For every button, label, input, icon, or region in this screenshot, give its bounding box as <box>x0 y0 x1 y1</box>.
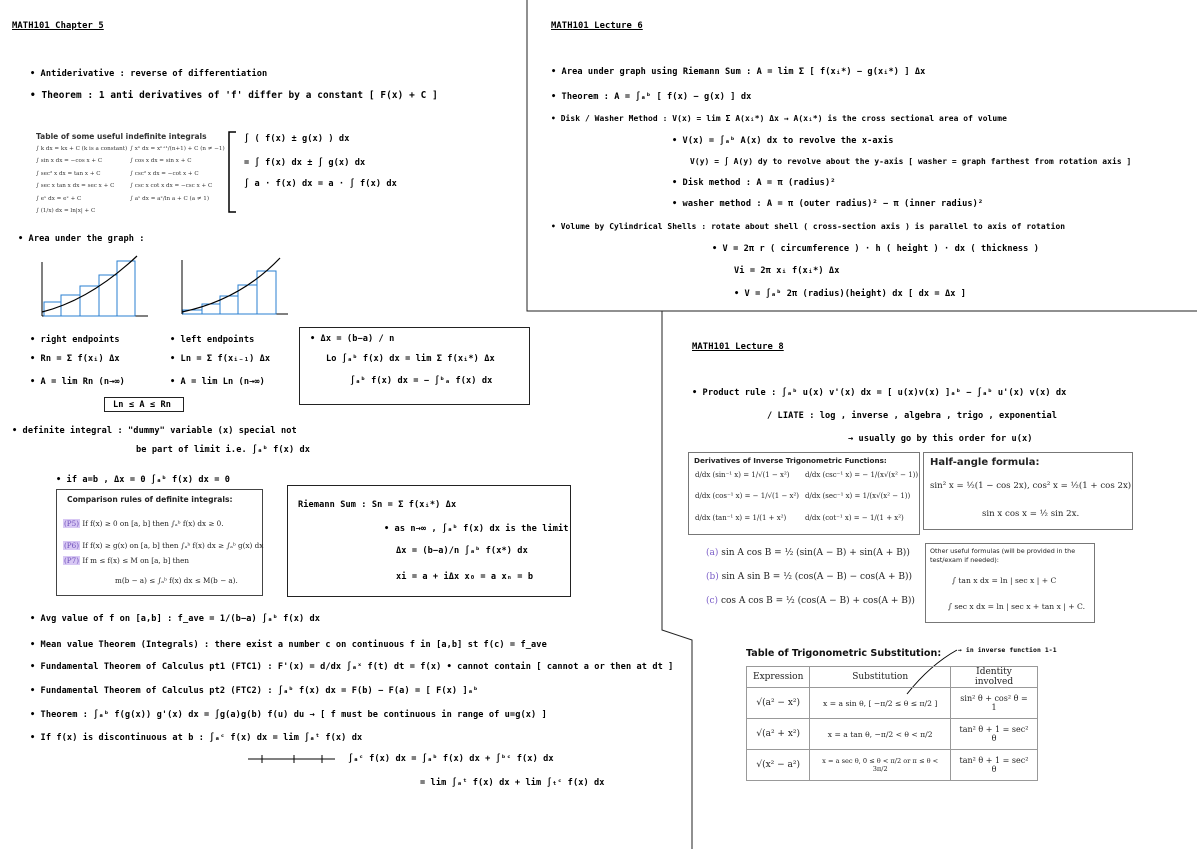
integrals-table-title: Table of some useful indefinite integrals <box>36 132 207 141</box>
shell-volume-vi: Vi = 2π xᵢ f(xᵢ*) Δx <box>734 266 840 276</box>
inverse-trig-row: d/dx (sin⁻¹ x) = 1/√(1 − x²) <box>695 471 790 479</box>
integral-row: ∫ k dx = kx + C (k is a constant) ∫ xⁿ dx = xⁿ⁺¹/(n+1) + C (n ≠ −1) <box>36 146 225 152</box>
trig-substitution-table <box>746 666 1038 781</box>
ln-a-rn-box: Ln ≤ A ≤ Rn <box>104 397 184 412</box>
antiderivative-note: • Antiderivative : reverse of differentiation <box>30 69 268 79</box>
riemann-sum-line-4: xi = a + iΔx x₀ = a xₙ = b <box>396 572 534 582</box>
lecture-8-title: MATH101 Lecture 8 <box>692 342 784 352</box>
linearity-line-3: ∫ a · f(x) dx = a · ∫ f(x) dx <box>244 179 397 189</box>
liate-rule: / LIATE : log , inverse , algebra , trigo , exponential <box>767 411 1058 421</box>
riemann-sum-line-2: • as n→∞ , ∫ₐᵇ f(x) dx is the limit <box>384 524 569 534</box>
integration-by-parts: • Product rule : ∫ₐᵇ u(x) v'(x) dx = [ u(x)v(x) ]ₐᵇ − ∫ₐᵇ u'(x) v(x) dx <box>692 388 1067 398</box>
table-row: √(a² − x²) x = a sin θ, [ −π/2 ≤ θ ≤ π/2 ] sin² θ + cos² θ = 1 <box>747 688 1038 719</box>
tan-integral: ∫ tan x dx = ln | sec x | + C <box>952 576 1057 585</box>
area-theorem: • Theorem : A = ∫ₐᵇ [ f(x) − g(x) ] dx <box>551 92 752 102</box>
integral-row: ∫ sec² x dx = tan x + C ∫ csc² x dx = −cot x + C <box>36 170 199 177</box>
ln-formula: • Ln = Σ f(xᵢ₋₁) Δx <box>170 354 271 364</box>
lecture-6-title: MATH101 Lecture 6 <box>551 21 643 31</box>
left-endpoints-label: • left endpoints <box>170 335 255 345</box>
discontinuous-split: ∫ₐᶜ f(x) dx = ∫ₐᵇ f(x) dx + ∫ᵇᶜ f(x) dx <box>348 754 554 764</box>
inverse-trig-row: d/dx (csc⁻¹ x) = − 1/(x√(x² − 1)) <box>805 471 919 479</box>
product-to-sum-b: (b) sin A sin B = ½ (cos(A − B) − cos(A + B)) <box>706 572 913 582</box>
sec-integral: ∫ sec x dx = ln | sec x + tan x | + C. <box>948 602 1085 611</box>
inverse-function-annotation: → in inverse function 1-1 <box>958 646 1057 654</box>
linearity-line-2: = ∫ f(x) dx ± ∫ g(x) dx <box>244 158 366 168</box>
theorem-1-note: • Theorem : 1 anti derivatives of 'f' differ by a constant [ F(x) + C ] <box>30 90 438 101</box>
cylindrical-shells: • Volume by Cylindrical Shells : rotate about shell ( cross-section axis ) is parallel to axis of rotation <box>551 222 1066 231</box>
table-header: Substitution <box>810 667 951 688</box>
discontinuous-limits: = lim ∫ₐᵗ f(x) dx + lim ∫ₜᶜ f(x) dx <box>420 778 605 788</box>
washer-method-area: • washer method : A = π (outer radius)² − π (inner radius)² <box>672 199 984 209</box>
a-limit-ln: • A = lim Ln (n→∞) <box>170 377 265 387</box>
average-value-note: • Avg value of f on [a,b] : f_ave = 1/(b−a) ∫ₐᵇ f(x) dx <box>30 614 321 624</box>
dx-definition: • Δx = (b−a) / n <box>310 334 395 344</box>
integral-row: ∫ (1/x) dx = ln|x| + C <box>36 208 96 215</box>
liate-order-note: → usually go by this order for u(x) <box>848 434 1033 444</box>
half-angle-title: Half-angle formula: <box>930 457 1040 468</box>
integral-row: ∫ sec x tan x dx = sec x + C ∫ csc x cot x dx = −csc x + C <box>36 183 213 190</box>
limit-definition: Lo ∫ₐᵇ f(x) dx = lim Σ f(xᵢ*) Δx <box>326 354 495 364</box>
riemann-sum-line-1: Riemann Sum : Sn = Σ f(xᵢ*) Δx <box>298 500 457 510</box>
chapter-title: MATH101 Chapter 5 <box>12 21 104 31</box>
half-angle-formula-2: sin x cos x = ½ sin 2x. <box>982 509 1080 519</box>
disk-washer-method: • Disk / Washer Method : V(x) = lim Σ A(xᵢ*) Δx → A(xᵢ*) is the cross sectional area of volume <box>551 114 1007 123</box>
definite-integral-note-2: be part of limit i.e. ∫ₐᵇ f(x) dx <box>136 445 311 455</box>
volume-x-axis: • V(x) = ∫ₐᵇ A(x) dx to revolve the x-axis <box>672 136 894 146</box>
reverse-limits: ∫ₐᵇ f(x) dx = − ∫ᵇₐ f(x) dx <box>350 376 493 386</box>
volume-y-axis: V(y) = ∫ A(y) dy to revolve about the y-axis [ washer = graph farthest from rotation axis ] <box>690 157 1132 166</box>
area-between-curves: • Area under graph using Riemann Sum : A = lim Σ [ f(xᵢ*) − g(xᵢ*) ] Δx <box>551 67 926 77</box>
integral-row: ∫ eˣ dx = eˣ + C ∫ aˣ dx = aˣ/ln a + C (a ≠ 1) <box>36 195 210 202</box>
a-limit-rn: • A = lim Rn (n→∞) <box>30 377 125 387</box>
rule-p7: (P7) If m ≤ f(x) ≤ M on [a, b] then <box>64 556 190 565</box>
half-angle-formula-1: sin² x = ½(1 − cos 2x), cos² x = ½(1 + cos 2x) <box>930 481 1132 491</box>
rn-formula: • Rn = Σ f(xᵢ) Δx <box>30 354 120 364</box>
shell-volume-formula: • V = 2π r ( circumference ) · h ( height ) · dx ( thickness ) <box>712 244 1039 254</box>
discontinuous-note: • If f(x) is discontinuous at b : ∫ₐᶜ f(x) dx = lim ∫ₐᵗ f(x) dx <box>30 733 363 743</box>
integral-row: ∫ sin x dx = −cos x + C ∫ cos x dx = sin x + C <box>36 158 192 165</box>
inverse-trig-row: d/dx (tan⁻¹ x) = 1/(1 + x²) <box>695 514 787 522</box>
table-header: Identity involved <box>950 667 1037 688</box>
a-equals-b-note: • if a=b , Δx = 0 ∫ₐᵇ f(x) dx = 0 <box>56 475 231 485</box>
product-to-sum-c: (c) cos A cos B = ½ (cos(A − B) + cos(A + B)) <box>706 596 915 606</box>
rule-p5: (P5) If f(x) ≥ 0 on [a, b] then ∫ₐᵇ f(x) dx ≥ 0. <box>64 519 224 528</box>
area-under-graph-note: • Area under the graph : <box>18 234 145 244</box>
table-row: √(x² − a²) x = a sec θ, 0 ≤ θ < π/2 or π ≤ θ < 3π/2 tan² θ + 1 = sec² θ <box>747 750 1038 781</box>
comparison-rules-title: Comparison rules of definite integrals: <box>67 495 233 504</box>
ftc2-note: • Fundamental Theorem of Calculus pt2 (FTC2) : ∫ₐᵇ f(x) dx = F(b) − F(a) = [ F(x) ]ₐᵇ <box>30 686 479 696</box>
mean-value-theorem-note: • Mean value Theorem (Integrals) : there exist a number c on continuous f in [a,b] st f(c) = f_ave <box>30 640 547 650</box>
table-header: Expression <box>747 667 810 688</box>
table-row: √(a² + x²) x = a tan θ, −π/2 < θ < π/2 tan² θ + 1 = sec² θ <box>747 719 1038 750</box>
right-endpoints-label: • right endpoints <box>30 335 120 345</box>
substitution-theorem-note: • Theorem : ∫ₐᵇ f(g(x)) g'(x) dx = ∫g(a)g(b) f(u) du → [ f must be continuous in range of u=g(x) ] <box>30 710 547 720</box>
ftc1-note: • Fundamental Theorem of Calculus pt1 (FTC1) : F'(x) = d/dx ∫ₐˣ f(t) dt = f(x) • cannot contain [ cannot a or then at dt ] <box>30 662 674 672</box>
rule-p7-inequality: m(b − a) ≤ ∫ₐᵇ f(x) dx ≤ M(b − a). <box>115 576 238 585</box>
product-to-sum-a: (a) sin A cos B = ½ (sin(A − B) + sin(A + B)) <box>706 548 910 558</box>
other-formulas-title: Other useful formulas (will be provided in the test/exam if needed): <box>930 547 1076 564</box>
definite-integral-note: • definite integral : "dummy" variable (x) special not <box>12 426 297 436</box>
rule-p6: (P6) If f(x) ≥ g(x) on [a, b] then ∫ₐᵇ f(x) dx ≥ ∫ₐᵇ g(x) dx <box>64 541 264 550</box>
inverse-trig-row: d/dx (cot⁻¹ x) = − 1/(1 + x²) <box>805 514 904 522</box>
linearity-line-1: ∫ ( f(x) ± g(x) ) dx <box>244 134 350 144</box>
inverse-trig-title: Derivatives of Inverse Trigonometric Functions: <box>694 456 887 465</box>
inverse-trig-row: d/dx (cos⁻¹ x) = − 1/√(1 − x²) <box>695 492 800 500</box>
shell-volume-integral: • V = ∫ₐᵇ 2π (radius)(height) dx [ dx = Δx ] <box>734 289 967 299</box>
disk-method-area: • Disk method : A = π (radius)² <box>672 178 836 188</box>
riemann-sum-line-3: Δx = (b−a)/n ∫ₐᵇ f(x*) dx <box>396 546 528 556</box>
trig-sub-title: Table of Trigonometric Substitution: <box>746 648 942 659</box>
inverse-trig-row: d/dx (sec⁻¹ x) = 1/(x√(x² − 1)) <box>805 492 911 500</box>
